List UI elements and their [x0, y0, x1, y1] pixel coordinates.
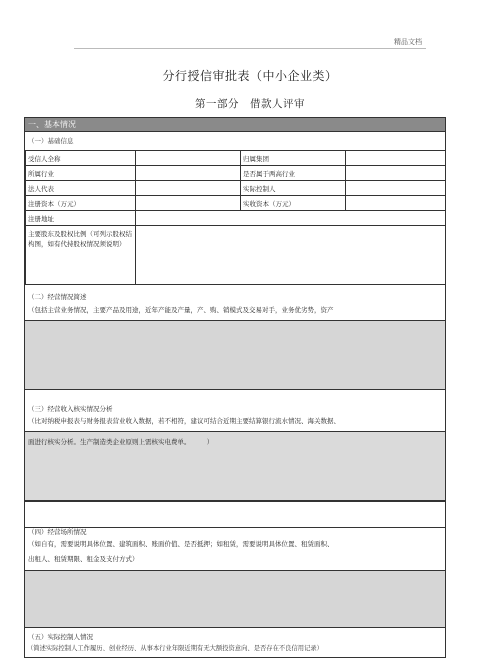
site-input-area[interactable] [25, 570, 445, 628]
table-row [26, 211, 446, 226]
field-label: 注册地址 [26, 211, 136, 226]
page-subtitle: 第一部分 借款人评审 [195, 98, 305, 110]
field-label: 实际控制人 [241, 181, 346, 196]
table-row [26, 226, 446, 285]
shareholders-label: 主要股东及股权比例（可列示股权结构图，如有代持股权情况须说明） [26, 226, 136, 285]
revenue-title: （三）经营收入核实情况分析 [28, 405, 113, 413]
address-value[interactable] [136, 211, 446, 226]
field-value[interactable] [136, 181, 241, 196]
operations-title: （二）经营情况简述 [28, 293, 87, 301]
field-label: 受信人全称 [26, 151, 136, 166]
row-divider [25, 501, 445, 502]
header-divider [74, 48, 426, 49]
field-value[interactable] [136, 166, 241, 181]
field-label: 是否属于两高行业 [241, 166, 346, 181]
revenue-note-line: （比对纳税申报表与财务报表营业收入数据，若不相符，建议可结合近期主要结算银行流水情况、海关数据、 [28, 417, 340, 425]
site-note-line: （如自有，需要说明具体位置、建筑面积、账面价值、是否抵押；如租赁，需要说明具体位置、租赁面积、 [28, 540, 334, 548]
field-label: 法人代表 [26, 181, 136, 196]
table-row [26, 196, 446, 211]
field-value[interactable] [136, 151, 241, 166]
table-row [26, 181, 446, 196]
controller-note-line: （简述实际控制人工作履历、创业经历、从事本行业年限近期有无大额投资意向、是否存在不良信用记录） [27, 645, 323, 652]
field-value[interactable] [136, 196, 241, 211]
field-label: 归属集团 [241, 151, 346, 166]
field-label: 所属行业 [26, 166, 136, 181]
shareholders-value[interactable] [136, 226, 446, 285]
operations-input-area[interactable] [25, 320, 445, 390]
operations-note-line: （包括主营业务情况，主要产品及用途，近年产能及产量，产、购、销模式及交易对手，业务优劣势，资产 [28, 306, 334, 314]
revenue-note-line: 面进行核实分析。生产制造类企业原则上需核实电费单。 ） [28, 438, 214, 446]
controller-title: （五）实际控制人情况 [28, 633, 93, 641]
field-value[interactable] [346, 151, 446, 166]
header-label: 精品文档 [394, 38, 422, 46]
section-heading-basic: 一、基本情况 [25, 118, 445, 132]
field-label: 注册资本（万元） [26, 196, 136, 211]
subsection-basic-info: （一）基础信息 [28, 137, 74, 145]
field-label: 实收资本（万元） [241, 196, 346, 211]
field-value[interactable] [346, 196, 446, 211]
field-value[interactable] [346, 166, 446, 181]
site-note-line: 出租人、租赁期限、租金及支付方式） [28, 555, 139, 563]
page-title: 分行授信审批表（中小企业类） [162, 69, 338, 83]
basic-info-table [25, 150, 446, 285]
table-row [26, 166, 446, 181]
site-title: （四）经营场所情况 [28, 528, 87, 536]
field-value[interactable] [346, 181, 446, 196]
table-row [26, 151, 446, 166]
form-sheet [24, 117, 446, 658]
